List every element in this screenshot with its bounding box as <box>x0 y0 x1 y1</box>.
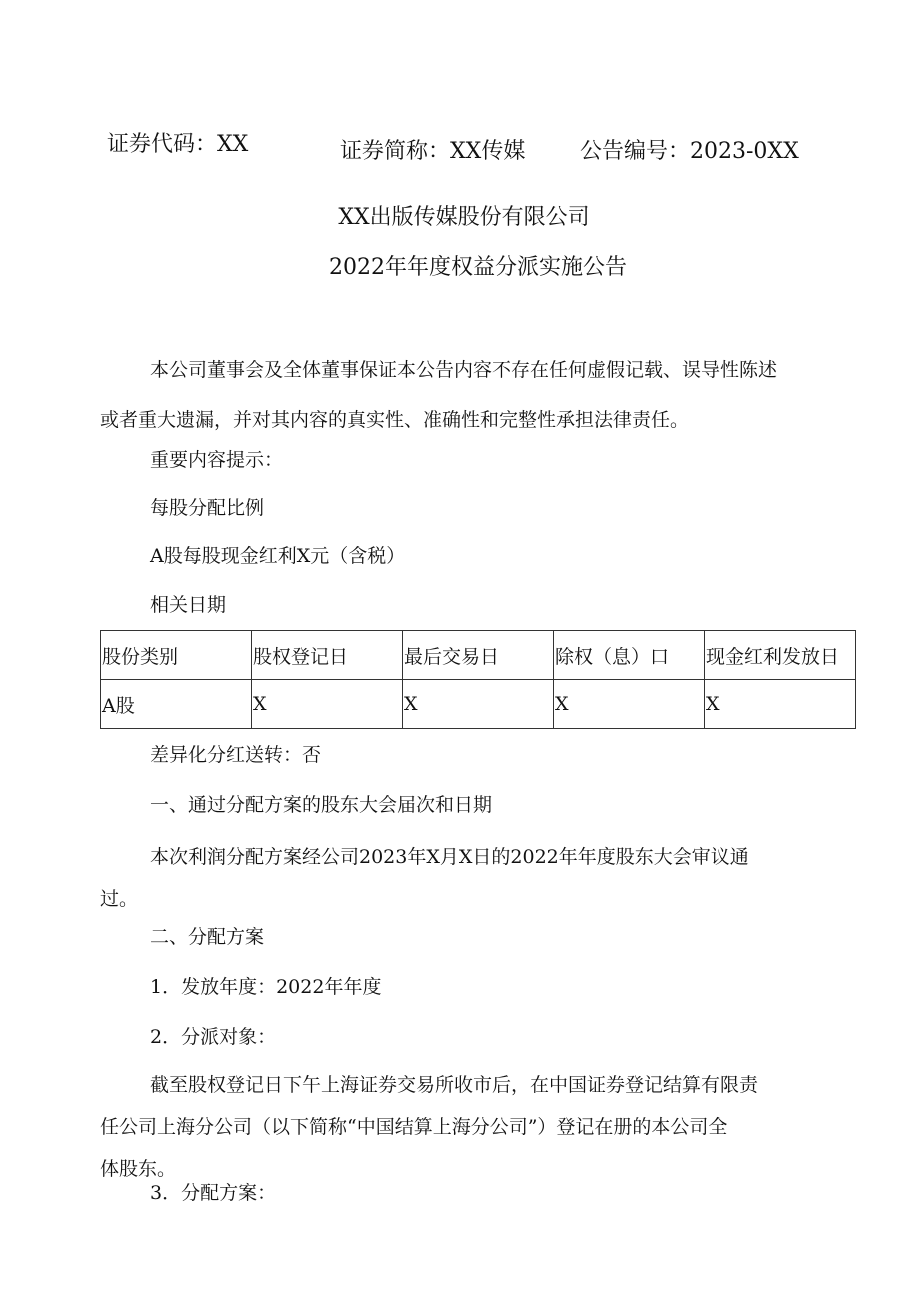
section-1-heading: 一、通过分配方案的股东大会届次和日期 <box>150 794 493 816</box>
dates-table <box>100 630 856 729</box>
section-1-line-2: 过。 <box>100 888 139 910</box>
section-2-heading: 二、分配方案 <box>150 926 265 948</box>
security-short-name: 证券简称：XX传媒 <box>340 139 526 164</box>
table-header-cell: 现金红利发放日 <box>705 631 856 680</box>
item-2-line-3: 体股东。 <box>100 1158 177 1180</box>
table-header-cell: 最后交易日 <box>403 631 554 680</box>
ratio-heading: 每股分配比例 <box>150 497 265 519</box>
dates-heading: 相关日期 <box>150 594 227 616</box>
table-header-cell: 股权登记日 <box>252 631 403 680</box>
statement-line-1: 本公司董事会及全体董事保证本公告内容不存在任何虚假记载、误导性陈述 <box>150 359 778 381</box>
table-row <box>101 680 856 729</box>
item-2-line-2: 任公司上海分公司（以下简称“中国结算上海分公司”）登记在册的本公司全 <box>100 1116 728 1138</box>
section-2-item-2: 2．分派对象： <box>150 1026 277 1048</box>
notice-number: 公告编号：2023-0XX <box>580 139 799 164</box>
notice-title: 2022年年度权益分派实施公告 <box>329 255 627 280</box>
section-2-item-3: 3．分配方案： <box>150 1182 277 1204</box>
ratio-text: A股每股现金红利X元（含税） <box>150 545 406 567</box>
table-cell: X <box>252 680 403 729</box>
differentiated-dividend: 差异化分红送转：否 <box>150 744 322 766</box>
section-2-item-2-body <box>100 1064 860 1190</box>
section-1-line-1: 本次利润分配方案经公司2023年X月X日的2022年年度股东大会审议通 <box>150 846 749 868</box>
table-cell: X <box>554 680 705 729</box>
section-2-item-1: 1．发放年度：2022年年度 <box>150 976 382 998</box>
table-cell: A股 <box>101 680 252 729</box>
security-code: 证券代码：XX <box>107 132 249 157</box>
company-title: XX出版传媒股份有限公司 <box>338 205 590 230</box>
item-2-line-1: 截至股权登记日下午上海证券交易所收市后，在中国证券登记结算有限责 <box>150 1074 759 1096</box>
board-statement <box>100 345 860 445</box>
statement-line-2: 或者重大遗漏，并对其内容的真实性、准确性和完整性承担法律责任。 <box>100 409 690 431</box>
table-header-cell: 除权（息）口 <box>554 631 705 680</box>
table-cell: X <box>403 680 554 729</box>
key-points-heading: 重要内容提示： <box>150 449 284 471</box>
table-header-cell: 股份类别 <box>101 631 252 680</box>
section-1-body <box>100 836 860 920</box>
table-header-row <box>101 631 856 680</box>
table-cell: X <box>705 680 856 729</box>
